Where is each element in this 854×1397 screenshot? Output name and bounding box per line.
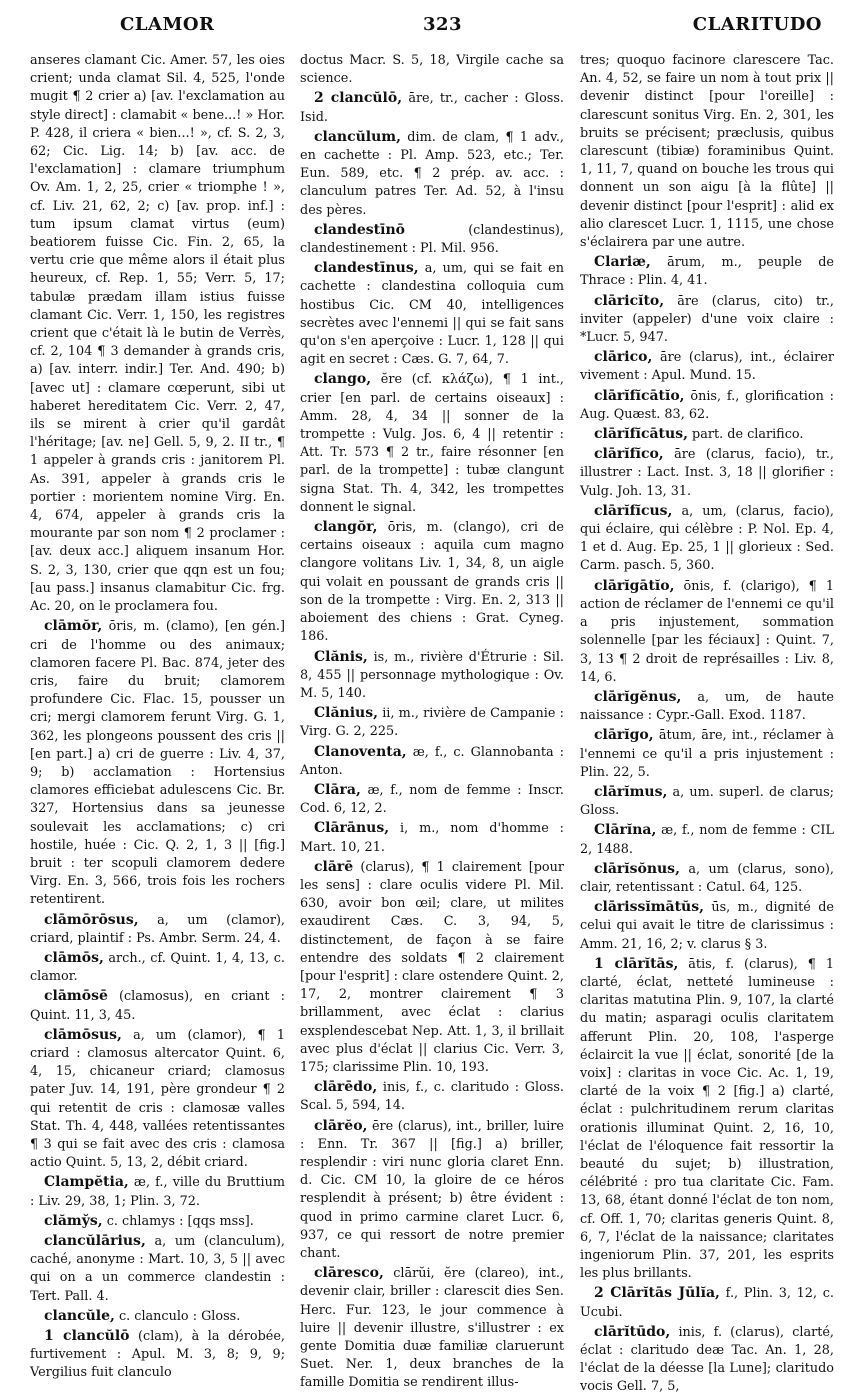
entry-headword: clārĭsŏnus, <box>594 860 680 877</box>
entry-definition: ātis, f. (clarus), ¶ 1 clarté, éclat, netteté lumineuse : claritas matutina Plin. 9, 107, la clarté du matin; asparagi oculis claritatem afferunt Plin. 20, 108, l'asperge éclaircit la vue || éclat, sonorité [de la voix] : claritas in voce Cic. Ac. 1, 19, clarté de la voix ¶ 2 [fig.] a) clarté, éclat : pulchritudinem rerum claritas orationis illuminat Quint. 2, 16, 10, l'éclat de l'éloquence fait ressortir la beauté du sujet; b) illustration, célébrité : pro tua claritate Cic. Fam. 13, 68, étant donné l'éclat de ton nom, cf. Off. 1, 70; claritas generis Quint. 8, 6, 7, l'éclat de la naissance; claritates ingeniorum Plin. 37, 201, les esprits les plus brillants. <box>580 956 834 1282</box>
dictionary-entry <box>580 688 834 725</box>
dictionary-entry <box>300 259 564 369</box>
page-number: 323 <box>423 14 463 35</box>
entry-definition: æ, f., nom de femme : Inscr. Cod. 6, 12, 2. <box>300 782 564 817</box>
entry-definition: ārum, m., peuple de Thrace : Plin. 4, 41. <box>580 255 835 289</box>
entry-headword: clāmŏr, <box>44 618 103 635</box>
dictionary-entry <box>580 860 834 897</box>
running-head-left: CLAMOR <box>120 14 215 35</box>
entry-definition: doctus Macr. S. 5, 18, Virgile cache sa science. <box>300 53 564 87</box>
entry-definition: æ, f., nom de femme : CIL 2, 1488. <box>580 823 834 857</box>
entry-headword: clārĭmus, <box>594 783 668 800</box>
entry-definition: tres; quoquo facinore clarescere Tac. An. 4, 52, se faire un nom à tout prix || devenir distinct [pour l'oreille] : clarescunt sonitus Virg. En. 2, 301, les bruits se précisent; præclusis, quibus clarescunt (tibiæ) foraminibus Quint. 1, 11, 7, quand on bouche les trous qui donnent un son aigu [à la flûte] || devenir distinct [pour l'esprit] : alid ex alio clarescet Lucr. 1, 1115, une chose s'éclairera par une autre. <box>580 53 834 251</box>
dictionary-entry <box>300 221 564 258</box>
dictionary-entry <box>580 387 834 424</box>
dictionary-entry <box>300 648 564 704</box>
entry-definition: is, m., rivière d'Étrurie : Sil. 8, 455 || personnage mythologique : Ov. M. 5, 140. <box>300 649 564 701</box>
entry-headword: clandestīnus, <box>314 260 419 277</box>
entry-headword: clārĭfĭcātĭo, <box>594 387 685 404</box>
entry-definition: æ, f., c. Glannobanta : Anton. <box>300 744 564 778</box>
entry-definition: anseres clamant Cic. Amer. 57, les oies crient; unda clamat Sil. 4, 525, l'onde mugit ¶ 2 crier a) [av. l'exclamation au style direct] : clamabit « bene...! » Hor. P. 428, il criera « bien...! », cf. S. 2, 3, 62; Cic. Lig. 14; b) [av. acc. de l'exclamation] : clamare triumphum Ov. Am. 1, 2, 25, crier « triomphe ! », cf. Liv. 21, 62, 2; c) [av. prop. inf.] : tum ipsum clamat virtus (eum) beatiorem fuisse Cic. Fin. 2, 65, la vertu crie que même alors il était plus heureux, cf. Rep. 1, 55; Verr. 5, 17; tabulæ prædam illam istius fuisse clamant Cic. Verr. 1, 150, les registres crient que c'était là le butin de Verrès, cf. 2, 104 ¶ 3 demander à grands cris, a) [av. interr. indir.] Ter. And. 490; b) [avec ut] : clamare cœperunt, sibi ut haberet hereditatem Cic. Verr. 2, 47, ils se mirent à crier qu'il gardât l'héritage; [av. ne] Gell. 5, 9, 2. II tr., ¶ 1 appeler à grands cris : janitorem Pl. As. 391, appeler à grands cris le portier : morientem nomine Virg. En. 4, 674, appeler à grands cris la mourante par son nom ¶ 2 proclamer : [av. deux acc.] aliquem insanum Hor. S. 2, 3, 130, crier que qqn est un fou; [au pass.] insanus clamabitur Cic. frg. Ac. 20, on le proclamera fou. <box>30 53 285 615</box>
dictionary-entry <box>30 949 285 986</box>
dictionary-entry <box>580 1323 834 1397</box>
dictionary-entry <box>30 1307 285 1326</box>
dictionary-entry <box>300 52 564 88</box>
entry-headword: clāmōs, <box>44 949 104 966</box>
entry-definition: æ, f., ville du Bruttium : Liv. 29, 38, 1; Plin. 3, 72. <box>30 1175 285 1209</box>
dictionary-entry <box>30 987 285 1024</box>
entry-definition: inis, f., c. claritudo : Gloss. Scal. 5, 594, 14. <box>300 1080 564 1114</box>
entry-headword: Clampĕtia, <box>44 1174 129 1191</box>
dictionary-entry <box>580 292 834 348</box>
dictionary-entry <box>30 52 285 616</box>
dictionary-entry <box>30 1212 285 1231</box>
entry-definition: part. de clarifico. <box>692 427 804 443</box>
entry-headword: clārĭgātĭo, <box>594 577 675 594</box>
dictionary-entry <box>30 911 285 948</box>
entry-headword: clārissĭmātŭs, <box>594 899 704 916</box>
entry-headword: clāmōsē <box>44 988 108 1005</box>
dictionary-entry <box>300 1078 564 1115</box>
entry-headword: Clāra, <box>314 781 361 798</box>
running-head-right: CLARITUDO <box>692 14 822 35</box>
entry-headword: 1 clancŭlō <box>44 1328 130 1345</box>
entry-definition: (clandestinus), clandestinement : Pl. Mil. 956. <box>300 222 564 257</box>
entry-definition: dim. de clam, ¶ 1 adv., en cachette : Pl. Amp. 523, etc.; Ter. Eun. 589, etc. ¶ 2 prép. av. acc. : clanculum patres Ter. Ad. 52, à l'insu des pères. <box>300 129 564 218</box>
dictionary-entry <box>580 1284 834 1321</box>
dictionary-entry <box>580 577 834 687</box>
column-2 <box>300 52 565 1391</box>
entry-headword: Clārānus, <box>314 820 390 837</box>
dictionary-entry <box>300 819 564 856</box>
dictionary-entry <box>580 821 834 858</box>
dictionary-entry <box>300 1117 564 1264</box>
entry-definition: (clamosus), en criant : Quint. 11, 3, 45. <box>30 989 285 1023</box>
entry-headword: clārĭfĭcus, <box>594 502 673 519</box>
entry-headword: Clănius, <box>314 705 378 722</box>
dictionary-entry <box>580 726 834 782</box>
entry-headword: clārē <box>314 858 354 875</box>
dictionary-entry <box>30 617 285 909</box>
dictionary-entry <box>300 1264 564 1392</box>
entry-definition: āre (clarus, facio), tr., illustrer : Lact. Inst. 3, 18 || glorifier : Vulg. Joh. 13, 31. <box>580 447 834 499</box>
dictionary-entry <box>580 52 834 252</box>
entry-headword: clāmōsus, <box>44 1026 122 1043</box>
entry-definition: (clam), à la dérobée, furtivement : Apul. M. 3, 8; 9, 9; Vergilius fuit clanculo <box>30 1329 285 1381</box>
entry-definition: ōnis, f. (clarigo), ¶ 1 action de réclamer de l'ennemi ce qu'il a pris injustement, sommation solennelle [par les féciaux] : Quint. 7, 3, 13 ¶ 2 droit de représailles : Liv. 8, 14, 6. <box>580 578 835 685</box>
column-1 <box>30 52 286 1381</box>
entry-headword: clancŭlārius, <box>44 1233 146 1249</box>
entry-definition: a, um, de haute naissance : Cypr.-Gall. Exod. 1187. <box>580 689 834 724</box>
entry-headword: clārĭgo, <box>594 727 654 744</box>
dictionary-entry <box>30 1026 285 1173</box>
entry-headword: clangŏr, <box>314 519 378 536</box>
entry-definition: āre (clarus, cito) tr., inviter (appeler) d'une voix claire : *Lucr. 5, 947. <box>580 293 834 346</box>
dictionary-entry <box>580 955 834 1284</box>
entry-headword: clandestīnō <box>314 221 405 238</box>
entry-definition: c. chlamys : [qqs mss]. <box>106 1213 254 1229</box>
entry-headword: clancŭle, <box>44 1307 115 1324</box>
column-3 <box>580 52 835 1395</box>
dictionary-entry <box>300 89 564 126</box>
entry-definition: i, m., nom d'homme : Mart. 10, 21. <box>300 821 564 855</box>
entry-definition: c. clanculo : Gloss. <box>118 1308 241 1324</box>
entry-definition: ātum, āre, int., réclamer à l'ennemi ce qu'il a pris injustement : Plin. 22, 5. <box>580 728 834 780</box>
entry-headword: clārĭfĭcātus, <box>594 426 688 443</box>
entry-headword: 2 Clārĭtās Jūlĭa, <box>594 1285 720 1302</box>
dictionary-entry <box>300 370 564 517</box>
entry-headword: clāricĭto, <box>594 292 665 309</box>
entry-headword: clārĭgĕnus, <box>594 688 682 705</box>
dictionary-entry <box>300 518 564 646</box>
entry-headword: clāresco, <box>314 1265 384 1282</box>
entry-definition: ēre (clarus), int., briller, luire : Enn. Tr. 367 || [fig.] a) briller, resplendir : viri nunc gloria claret Enn. d. Cic. CM 10, la gloire de ce héros resplendit à présent; b) être évident : quod in primo carmine claret Lucr. 6, 937, ce qui ressort de notre premier chant. <box>300 1118 564 1261</box>
entry-definition: ōris, m. (clamo), [en gén.] cri de l'homme ou des animaux; clamoren facere Pl. Bac. 874, jeter des cris, faire du bruit; clamorem profundere Cic. Flac. 15, pousser un cri; mergi clamorem ferunt Virg. G. 1, 362, les plongeons poussent des cris || [en part.] a) cri de guerre : Liv. 4, 37, 9; b) acclamation : Hortensius clamores efficiebat adulescens Cic. Br. 327, Hortensius dans sa jeunesse soulevait les acclamations; c) cri hostile, huée : Cic. Q. 2, 1, 3 || [fig.] bruit : ter scopuli clamorem dedere Virg. En. 3, 566, trois fois les rochers retentirent. <box>30 619 285 908</box>
entry-headword: clārĭfĭco, <box>594 446 664 463</box>
entry-definition: a, um (clanculum), caché, anonyme : Mart. 10, 3, 5 || avec qui on a un commerce clandestin : Tert. Pall. 4. <box>30 1234 285 1304</box>
entry-definition: clārŭi, ĕre (clareo), int., devenir clair, briller : clarescit dies Sen. Herc. Fur. 123, le jour commence à luire || devenir illustre, s'illustrer : ex gente Domitia duæ familiæ claruerunt Suet. Ner. 1, deux branches de la famille Domitia se rendirent illus- <box>300 1266 564 1391</box>
dictionary-entry <box>580 348 834 385</box>
entry-headword: clārĕo, <box>314 1117 368 1134</box>
entry-definition: āre (clarus), int., éclairer vivement : Apul. Mund. 15. <box>580 350 834 384</box>
dictionary-entry <box>580 502 834 576</box>
entry-headword: Clănis, <box>314 648 368 665</box>
entry-definition: a, um. superl. de clarus; Gloss. <box>580 784 834 819</box>
dictionary-entry <box>580 783 834 820</box>
entry-headword: clancŭlum, <box>314 128 401 145</box>
dictionary-entry <box>300 743 564 780</box>
entry-definition: (clarus), ¶ 1 clairement [pour les sens] : clare oculis videre Pl. Mil. 630, avoir bon œil; clare, ut milites exaudirent Cæs. C. 3, 94, 5, distinctement, de façon à se faire entendre des soldats ¶ 2 clairement [pour l'esprit] : clare ostendere Quint. 2, 17, 2, montrer clairement ¶ 3 brillamment, avec éclat : clarius exsplendescebat Nep. Att. 1, 3, il brillait avec plus d'éclat || clarius Cic. Verr. 3, 175; clarissime Plin. 10, 193. <box>300 859 565 1075</box>
entry-headword: clāmōrōsus, <box>44 911 139 928</box>
entry-definition: a, um, qui se fait en cachette : clandestina colloquia cum hostibus Cic. CM 40, intelligences secrètes avec l'ennemi || qui se fait sans qu'on s'en aperçoive : Lucr. 1, 128 || qui agit en secret : Cæs. G. 7, 64, 7. <box>300 261 564 368</box>
dictionary-entry <box>30 1327 285 1383</box>
entry-headword: Clariæ, <box>594 254 651 271</box>
entry-headword: clango, <box>314 371 372 388</box>
entry-definition: ōnis, f., glorification : Aug. Quæst. 83, 62. <box>580 388 834 422</box>
dictionary-entry <box>30 1232 285 1306</box>
dictionary-entry <box>580 425 834 444</box>
entry-definition: f., Plin. 3, 12, c. Ucubi. <box>580 1286 835 1320</box>
dictionary-entry <box>580 445 834 501</box>
entry-definition: ōris, m. (clango), cri de certains oiseaux : aquila cum magno clangore volitans Liv. 1, 34, 8, un aigle qui volait en poussant de grands cris || son de la trompette : Virg. En. 2, 313 || aboiement des chiens : Grat. Cyneg. 186. <box>300 520 564 645</box>
entry-definition: a, um (clarus, sono), clair, retentissant : Catul. 64, 125. <box>580 861 834 895</box>
entry-headword: clārico, <box>594 349 653 366</box>
entry-headword: Clārĭna, <box>594 822 657 839</box>
dictionary-entry <box>300 858 564 1077</box>
entry-headword: 1 clārĭtās, <box>594 955 679 972</box>
entry-headword: clārēdo, <box>314 1079 378 1096</box>
entry-headword: 2 clancŭlō, <box>314 90 403 107</box>
entry-definition: ūs, m., dignité de celui qui avait le titre de clarissimus : Amm. 21, 16, 2; v. clarus § 3. <box>580 900 834 952</box>
dictionary-entry <box>300 781 564 818</box>
entry-definition: a, um, (clarus, facio), qui éclaire, qui célèbre : P. Nol. Ep. 4, 1 et d. Aug. Ep. 25, 1 || glorieux : Sed. Carm. pasch. 5, 360. <box>580 503 834 574</box>
entry-definition: a, um (clamor), criard, plaintif : Ps. Ambr. Serm. 24, 4. <box>30 912 286 946</box>
entry-headword: Clanoventa, <box>314 743 407 760</box>
dictionary-entry <box>580 253 834 290</box>
page-header <box>28 10 826 40</box>
entry-headword: clămy̆s, <box>44 1212 103 1229</box>
dictionary-entry <box>300 704 564 741</box>
entry-definition: ii, m., rivière de Campanie : Virg. G. 2, 225. <box>300 706 564 740</box>
entry-definition: ĕre (cf. κλάζω), ¶ 1 int., crier [en parl. de certains oiseaux] : Amm. 28, 4, 34 || sonner de la trompette : Vulg. Jos. 6, 4 || retentir : Att. Tr. 573 ¶ 2 tr., faire résonner [en parl. de la trompette] : tubæ clangunt signa Stat. Th. 4, 342, les trompettes donnent le signal. <box>300 372 565 515</box>
dictionary-entry <box>30 1173 285 1210</box>
dictionary-entry <box>300 128 564 220</box>
dictionary-entry <box>580 898 834 954</box>
entry-headword: clārĭtūdo, <box>594 1323 671 1340</box>
entry-definition: a, um (clamor), ¶ 1 criard : clamosus altercator Quint. 6, 4, 15, chicaneur criard; clamosus pater Juv. 14, 191, père grondeur ¶ 2 qui retentit de cris : clamosæ valles Stat. Th. 4, 448, vallées retentissantes ¶ 3 qui se fait avec des cris : clamosa actio Quint. 5, 13, 2, débit criard. <box>30 1027 285 1171</box>
entry-definition: āre, tr., cacher : Gloss. Isid. <box>300 91 564 125</box>
entry-definition: arch., cf. Quint. 1, 4, 13, c. clamor. <box>30 950 285 985</box>
entry-definition: inis, f. (clarus), clarté, éclat : claritudo deæ Tac. An. 1, 28, l'éclat de la déesse [la Lune]; claritudo vocis Gell. 7, 5, <box>580 1324 834 1395</box>
